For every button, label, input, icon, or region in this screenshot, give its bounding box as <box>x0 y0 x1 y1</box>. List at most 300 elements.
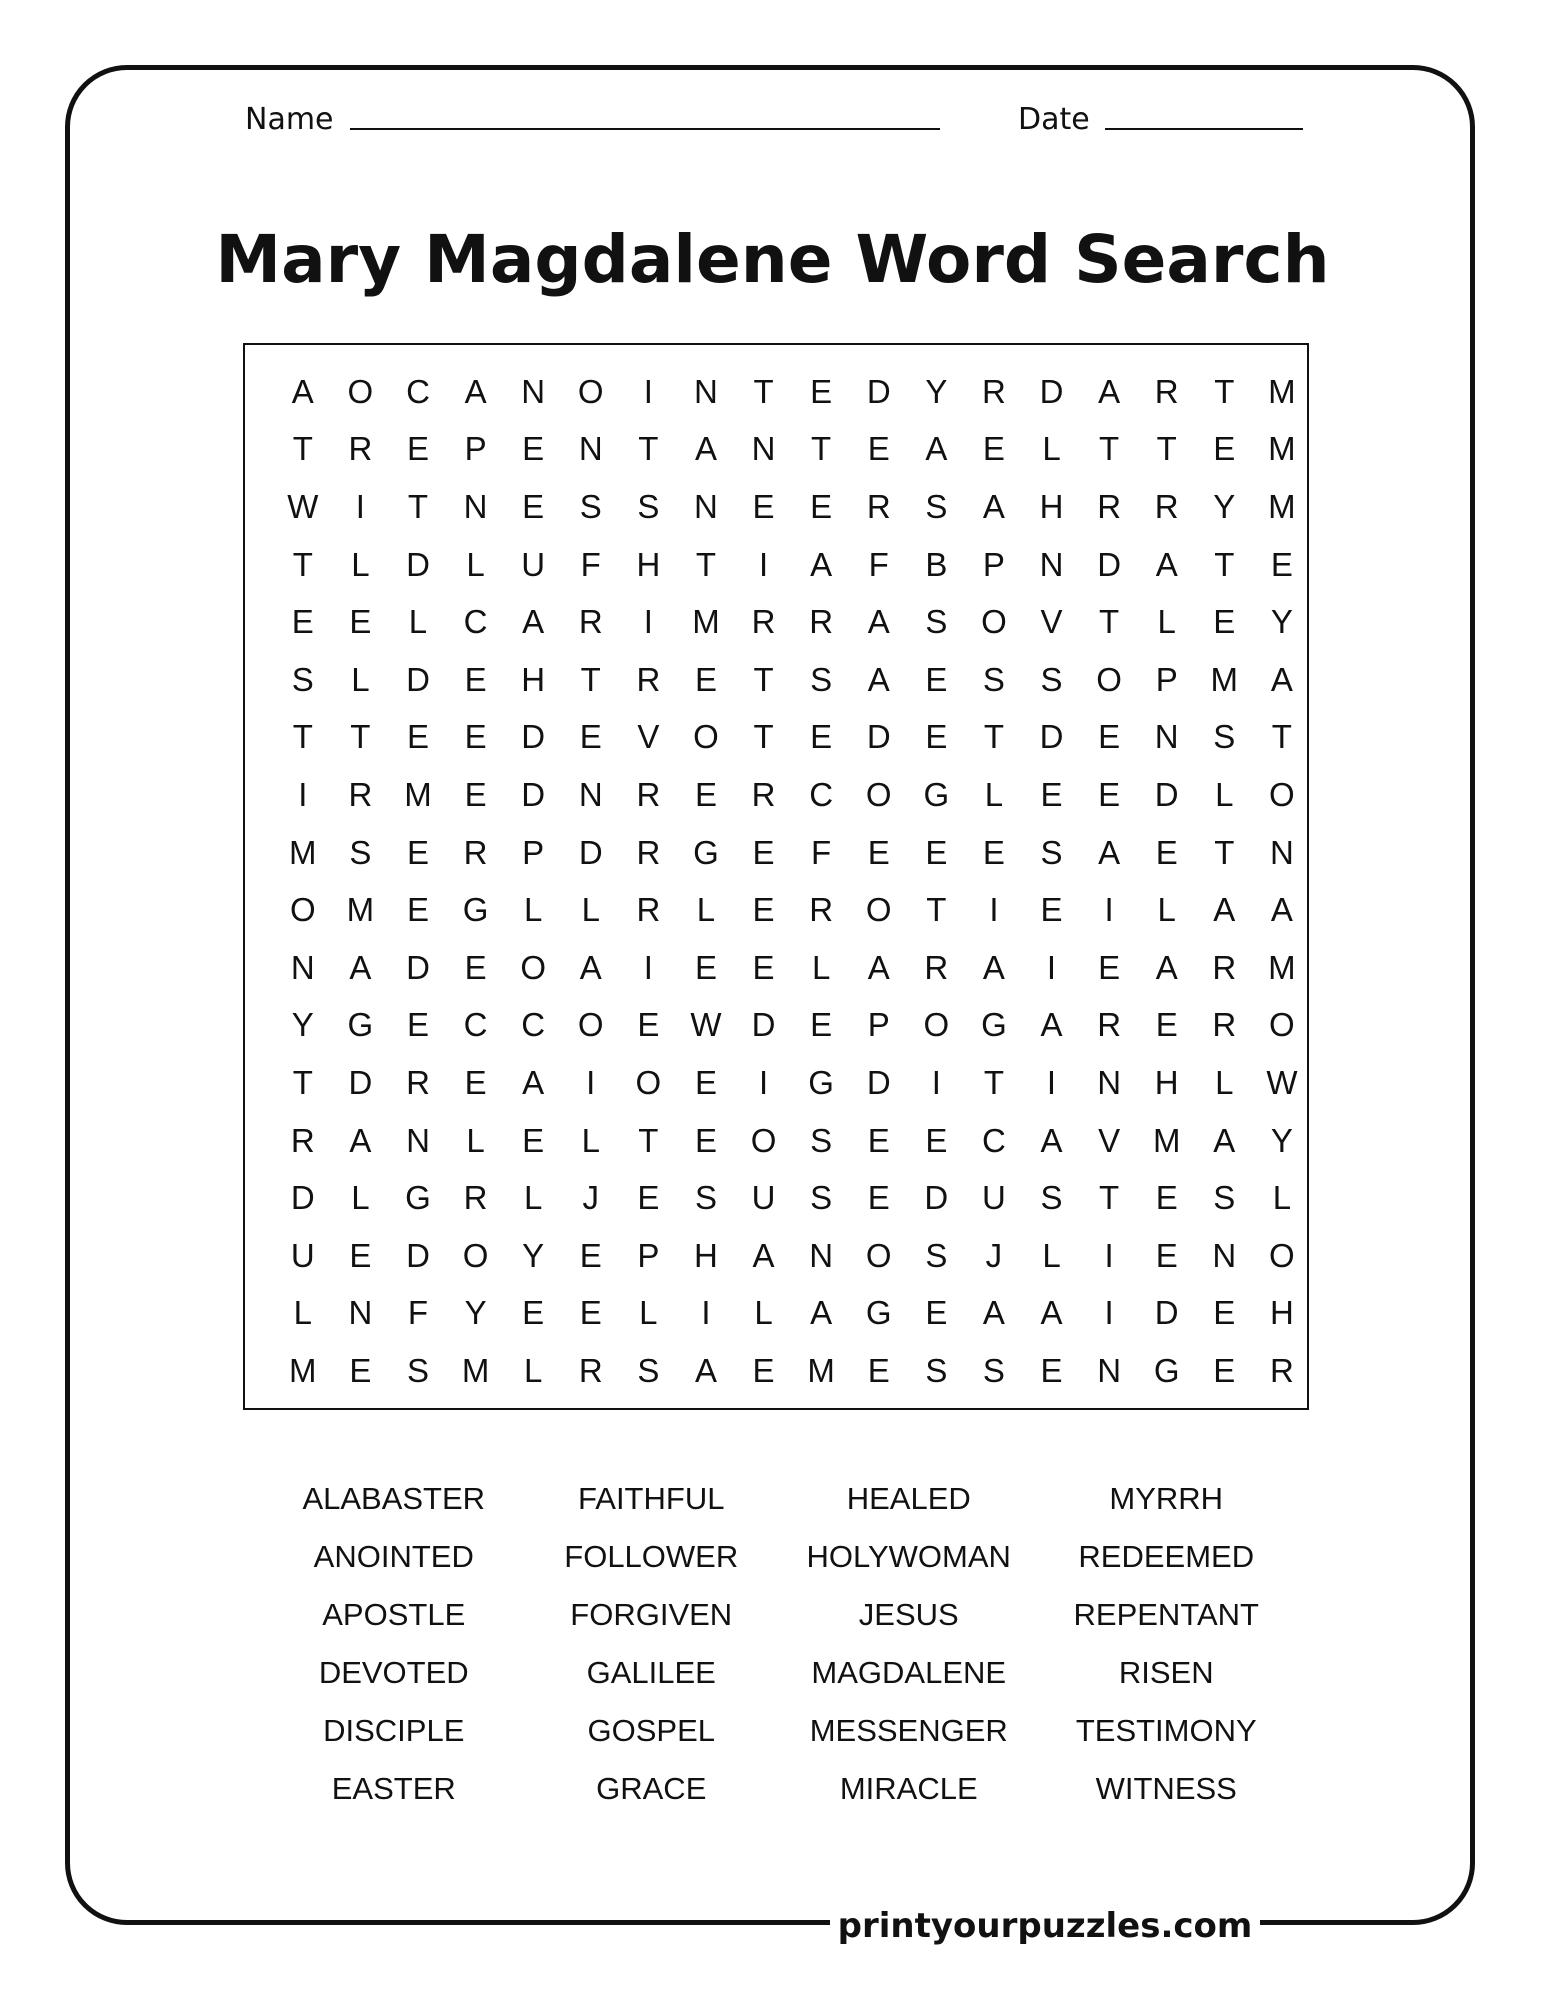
grid-letter: E <box>867 1179 890 1217</box>
grid-letter: E <box>1213 430 1236 468</box>
grid-letter: M <box>404 775 432 813</box>
grid-letter: L <box>1215 775 1234 813</box>
grid-letter: E <box>694 660 717 698</box>
name-label: Name <box>245 102 334 137</box>
grid-letter: A <box>867 948 890 986</box>
grid-letter: C <box>809 775 834 813</box>
grid-letter: E <box>1155 1006 1178 1044</box>
grid-letter: A <box>925 430 948 468</box>
grid-letter: W <box>690 1006 722 1044</box>
word-list-item: ANOINTED <box>313 1539 474 1574</box>
grid-letter: S <box>406 1351 429 1389</box>
grid-letter: T <box>350 718 371 756</box>
grid-letter: T <box>638 1121 659 1159</box>
grid-letter: S <box>637 1351 660 1389</box>
grid-letter: R <box>348 430 373 468</box>
grid-letter: D <box>751 1006 776 1044</box>
grid-letter: R <box>463 833 488 871</box>
grid-letter: J <box>582 1179 600 1217</box>
grid-letter: E <box>1213 603 1236 641</box>
grid-letter: H <box>1154 1063 1179 1101</box>
grid-letter: N <box>406 1121 430 1159</box>
grid-letter: E <box>925 660 948 698</box>
grid-letter: A <box>1155 545 1178 583</box>
word-list-item: DEVOTED <box>318 1655 469 1690</box>
grid-letter: V <box>1040 603 1063 641</box>
grid-letter: S <box>925 487 948 525</box>
word-list-item: EASTER <box>331 1771 456 1806</box>
grid-letter: T <box>407 487 429 525</box>
word-list-item: ALABASTER <box>302 1481 486 1516</box>
grid-letter: O <box>865 1236 892 1274</box>
grid-letter: I <box>355 487 365 525</box>
grid-letter: R <box>751 775 776 813</box>
grid-letter: T <box>1099 603 1120 641</box>
grid-letter: E <box>464 948 487 986</box>
grid-letter: I <box>931 1063 941 1101</box>
grid-letter: E <box>1155 1179 1178 1217</box>
grid-letter: E <box>406 718 429 756</box>
letter-grid-box <box>243 343 1309 1410</box>
grid-letter: M <box>346 891 375 929</box>
grid-letter: E <box>406 833 429 871</box>
grid-letter: A <box>291 372 314 410</box>
grid-letter: E <box>925 718 948 756</box>
grid-letter: H <box>694 1236 718 1274</box>
grid-letter: N <box>809 1236 834 1274</box>
grid-letter: S <box>925 1236 948 1274</box>
grid-letter: I <box>643 948 653 986</box>
grid-letter: I <box>1104 891 1114 929</box>
grid-letter: Y <box>522 1236 545 1274</box>
grid-letter: I <box>643 372 653 410</box>
grid-letter: S <box>1213 718 1236 756</box>
grid-letter: N <box>578 775 603 813</box>
footer-site: printyourpuzzles.com <box>830 1898 1260 1954</box>
grid-letter: R <box>1269 1351 1294 1389</box>
grid-letter: T <box>292 1063 313 1101</box>
grid-letter: L <box>1157 603 1176 641</box>
grid-letter: S <box>1213 1179 1236 1217</box>
grid-letter: A <box>1040 1006 1063 1044</box>
grid-letter: D <box>406 545 430 583</box>
grid-letter: M <box>1268 372 1296 410</box>
grid-letter: I <box>758 1063 769 1101</box>
grid-letter: R <box>636 891 661 929</box>
grid-letter: O <box>693 718 719 756</box>
grid-letter: E <box>810 372 833 410</box>
grid-letter: N <box>463 487 488 525</box>
grid-letter: L <box>351 660 370 698</box>
grid-letter: T <box>1271 718 1292 756</box>
grid-letter: E <box>291 603 314 641</box>
grid-letter: O <box>865 775 892 813</box>
grid-letter: L <box>1157 891 1176 929</box>
grid-letter: A <box>1213 1121 1236 1159</box>
grid-letter: R <box>866 487 891 525</box>
word-list-item: DISCIPLE <box>323 1713 465 1748</box>
grid-letter: Y <box>464 1294 487 1332</box>
grid-letter: E <box>637 1006 660 1044</box>
word-list-item: MAGDALENE <box>811 1655 1007 1690</box>
grid-letter: I <box>989 891 999 929</box>
word-list-item: HOLYWOMAN <box>806 1539 1011 1574</box>
grid-letter: T <box>695 545 717 583</box>
grid-letter: R <box>1097 487 1122 525</box>
grid-letter: L <box>293 1294 312 1332</box>
word-list-item: GALILEE <box>586 1655 716 1690</box>
grid-letter: A <box>1040 1121 1063 1159</box>
grid-letter: N <box>578 430 603 468</box>
grid-letter: E <box>1098 775 1121 813</box>
grid-letter: S <box>982 660 1005 698</box>
grid-letter: R <box>290 1121 315 1159</box>
grid-letter: G <box>865 1294 892 1332</box>
grid-letter: S <box>982 1351 1005 1389</box>
grid-letter: N <box>694 372 718 410</box>
grid-letter: D <box>866 372 891 410</box>
grid-letter: O <box>1269 1236 1295 1274</box>
grid-letter: S <box>637 487 660 525</box>
grid-letter: W <box>1266 1063 1298 1101</box>
grid-letter: A <box>1040 1294 1063 1332</box>
grid-letter: A <box>464 372 487 410</box>
grid-letter: O <box>577 1006 604 1044</box>
grid-letter: D <box>866 718 891 756</box>
word-list-item: MYRRH <box>1109 1481 1224 1516</box>
grid-letter: L <box>466 1121 485 1159</box>
grid-letter: O <box>462 1236 489 1274</box>
grid-letter: E <box>867 1351 890 1389</box>
grid-letter: T <box>811 430 832 468</box>
grid-letter: T <box>1214 833 1235 871</box>
grid-letter: R <box>636 775 661 813</box>
grid-letter: T <box>1099 430 1120 468</box>
grid-letter: T <box>983 718 1004 756</box>
grid-letter: D <box>348 1063 373 1101</box>
grid-letter: E <box>810 718 833 756</box>
word-list-item: WITNESS <box>1095 1771 1237 1806</box>
name-blank-line <box>350 128 940 130</box>
grid-letter: A <box>1155 948 1178 986</box>
grid-letter: R <box>1212 948 1237 986</box>
grid-letter: M <box>807 1351 835 1389</box>
grid-letter: S <box>1040 660 1063 698</box>
grid-letter: O <box>923 1006 950 1044</box>
grid-letter: N <box>290 948 315 986</box>
grid-letter: E <box>1213 1294 1236 1332</box>
grid-letter: M <box>289 833 317 871</box>
grid-letter: M <box>1210 660 1239 698</box>
grid-letter: L <box>523 1179 543 1217</box>
grid-letter: O <box>1269 1006 1295 1044</box>
grid-letter: I <box>701 1294 711 1332</box>
grid-letter: F <box>868 545 889 583</box>
grid-letter: E <box>579 718 602 756</box>
grid-letter: H <box>521 660 546 698</box>
grid-letter: L <box>984 775 1004 813</box>
word-list-item: MIRACLE <box>839 1771 978 1806</box>
grid-letter: R <box>578 1351 603 1389</box>
grid-letter: T <box>753 372 774 410</box>
grid-letter: E <box>1040 891 1063 929</box>
grid-letter: N <box>1097 1351 1122 1389</box>
grid-letter: P <box>522 833 545 871</box>
grid-letter: E <box>1098 718 1121 756</box>
grid-letter: R <box>636 660 661 698</box>
grid-letter: R <box>1212 1006 1237 1044</box>
grid-letter: E <box>694 1121 717 1159</box>
grid-letter: L <box>754 1294 773 1332</box>
grid-letter: R <box>924 948 949 986</box>
grid-letter: S <box>810 660 833 698</box>
grid-letter: R <box>982 372 1006 410</box>
grid-letter: D <box>1039 718 1064 756</box>
grid-letter: T <box>638 430 659 468</box>
grid-letter: A <box>867 660 890 698</box>
grid-letter: E <box>694 775 717 813</box>
grid-letter: E <box>867 430 890 468</box>
grid-letter: E <box>810 1006 833 1044</box>
word-list-item: MESSENGER <box>809 1713 1008 1748</box>
grid-letter: E <box>349 1351 372 1389</box>
grid-letter: A <box>982 487 1005 525</box>
grid-letter: R <box>1154 372 1179 410</box>
grid-letter: G <box>693 833 719 871</box>
grid-letter: A <box>810 545 833 583</box>
grid-letter: E <box>867 833 890 871</box>
word-list-item: REDEEMED <box>1078 1539 1255 1574</box>
grid-letter: L <box>1042 430 1061 468</box>
grid-letter: E <box>752 833 775 871</box>
grid-letter: E <box>579 1236 602 1274</box>
grid-letter: E <box>694 948 717 986</box>
grid-letter: I <box>1046 948 1057 986</box>
grid-letter: D <box>578 833 603 871</box>
word-list-item: APOSTLE <box>322 1597 466 1632</box>
grid-letter: P <box>637 1236 660 1274</box>
grid-letter: A <box>1213 891 1236 929</box>
grid-letter: O <box>289 891 316 929</box>
grid-letter: L <box>639 1294 658 1332</box>
grid-letter: S <box>579 487 602 525</box>
grid-letter: I <box>298 775 308 813</box>
word-list-item: GOSPEL <box>587 1713 715 1748</box>
letter-grid <box>274 363 1311 1400</box>
grid-letter: N <box>1212 1236 1237 1274</box>
grid-letter: A <box>752 1236 775 1274</box>
grid-letter: D <box>1039 372 1064 410</box>
grid-letter: A <box>982 1294 1005 1332</box>
grid-letter: N <box>1269 833 1294 871</box>
grid-letter: L <box>1215 1063 1234 1101</box>
grid-letter: P <box>982 545 1005 583</box>
grid-letter: E <box>1213 1351 1236 1389</box>
grid-letter: D <box>290 1179 315 1217</box>
grid-letter: A <box>982 948 1005 986</box>
grid-letter: H <box>1039 487 1064 525</box>
grid-letter: H <box>1269 1294 1294 1332</box>
grid-letter: Y <box>925 372 948 410</box>
grid-letter: L <box>523 891 543 929</box>
grid-letter: I <box>1104 1294 1114 1332</box>
grid-letter: E <box>464 775 487 813</box>
grid-letter: E <box>752 1351 775 1389</box>
word-list-item: REPENTANT <box>1073 1597 1259 1632</box>
grid-letter: O <box>750 1121 777 1159</box>
grid-letter: E <box>752 891 775 929</box>
grid-letter: M <box>289 1351 317 1389</box>
grid-letter: G <box>347 1006 374 1044</box>
grid-letter: Y <box>291 1006 314 1044</box>
grid-letter: M <box>461 1351 490 1389</box>
grid-letter: D <box>866 1063 891 1101</box>
grid-letter: A <box>349 1121 372 1159</box>
grid-letter: D <box>521 775 546 813</box>
grid-letter: T <box>1156 430 1177 468</box>
grid-letter: A <box>349 948 372 986</box>
grid-letter: E <box>1155 833 1178 871</box>
grid-letter: C <box>463 603 488 641</box>
grid-letter: G <box>405 1179 431 1217</box>
grid-letter: E <box>1040 1351 1063 1389</box>
grid-letter: E <box>522 430 545 468</box>
grid-letter: L <box>581 1121 600 1159</box>
grid-letter: E <box>1270 545 1293 583</box>
word-list-item: FOLLOWER <box>564 1539 739 1574</box>
grid-letter: E <box>464 1063 487 1101</box>
grid-letter: E <box>867 1121 890 1159</box>
grid-letter: A <box>1098 833 1121 871</box>
grid-letter: N <box>694 487 718 525</box>
grid-letter: T <box>1214 372 1235 410</box>
grid-letter: V <box>637 718 660 756</box>
grid-letter: P <box>1155 660 1178 698</box>
grid-letter: E <box>925 833 948 871</box>
grid-letter: R <box>348 775 373 813</box>
grid-letter: Y <box>1213 487 1236 525</box>
grid-letter: S <box>694 1179 717 1217</box>
grid-letter: A <box>694 1351 717 1389</box>
grid-letter: C <box>463 1006 488 1044</box>
grid-letter: L <box>351 1179 370 1217</box>
grid-letter: G <box>462 891 489 929</box>
grid-letter: J <box>985 1236 1003 1274</box>
grid-letter: R <box>751 603 776 641</box>
grid-letter: E <box>349 603 372 641</box>
grid-letter: F <box>811 833 832 871</box>
grid-letter: A <box>810 1294 833 1332</box>
grid-letter: M <box>1268 430 1296 468</box>
grid-letter: N <box>1154 718 1179 756</box>
grid-letter: O <box>1269 775 1295 813</box>
grid-letter: R <box>463 1179 488 1217</box>
grid-letter: E <box>752 948 775 986</box>
grid-letter: A <box>1270 660 1293 698</box>
grid-letter: V <box>1098 1121 1121 1159</box>
grid-letter: I <box>1104 1236 1114 1274</box>
grid-letter: S <box>925 1351 948 1389</box>
header-row <box>0 100 1545 140</box>
grid-letter: D <box>406 948 430 986</box>
grid-letter: R <box>636 833 661 871</box>
grid-letter: L <box>1042 1236 1061 1274</box>
grid-letter: G <box>1153 1351 1180 1389</box>
grid-letter: E <box>406 891 429 929</box>
grid-letter: N <box>348 1294 373 1332</box>
grid-letter: T <box>292 545 313 583</box>
grid-letter: S <box>925 603 948 641</box>
grid-letter: T <box>753 718 774 756</box>
grid-letter: T <box>1099 1179 1120 1217</box>
word-list-item: HEALED <box>846 1481 971 1516</box>
grid-letter: M <box>1268 487 1296 525</box>
grid-letter: P <box>464 430 487 468</box>
date-blank-line <box>1105 128 1303 130</box>
grid-letter: R <box>406 1063 430 1101</box>
grid-letter: D <box>521 718 546 756</box>
grid-letter: M <box>692 603 720 641</box>
grid-letter: Y <box>1270 603 1293 641</box>
grid-letter: E <box>406 1006 429 1044</box>
grid-letter: E <box>1155 1236 1178 1274</box>
grid-letter: A <box>522 603 545 641</box>
grid-letter: Y <box>1270 1121 1293 1159</box>
grid-letter: E <box>1040 775 1063 813</box>
grid-letter: A <box>579 948 602 986</box>
grid-letter: U <box>290 1236 315 1274</box>
grid-letter: L <box>408 603 428 641</box>
grid-letter: I <box>643 603 653 641</box>
grid-letter: U <box>521 545 546 583</box>
grid-letter: E <box>637 1179 660 1217</box>
grid-letter: E <box>464 660 487 698</box>
word-list <box>265 1470 1295 1818</box>
grid-letter: L <box>811 948 831 986</box>
grid-letter: E <box>982 833 1005 871</box>
grid-letter: B <box>925 545 948 583</box>
grid-letter: M <box>1268 948 1296 986</box>
grid-letter: O <box>577 372 604 410</box>
grid-letter: E <box>522 1121 545 1159</box>
word-list-item: RISEN <box>1118 1655 1214 1690</box>
grid-letter: T <box>1214 545 1235 583</box>
grid-letter: I <box>586 1063 596 1101</box>
grid-letter: S <box>810 1121 833 1159</box>
word-list-item: JESUS <box>858 1597 959 1632</box>
page-title: Mary Magdalene Word Search <box>215 221 1330 298</box>
grid-letter: D <box>1154 775 1179 813</box>
grid-letter: S <box>349 833 372 871</box>
grid-letter: L <box>466 545 485 583</box>
grid-letter: M <box>1152 1121 1181 1159</box>
grid-letter: E <box>522 1294 545 1332</box>
grid-letter: E <box>982 430 1005 468</box>
grid-letter: S <box>1040 1179 1063 1217</box>
grid-letter: A <box>522 1063 545 1101</box>
word-list-item: TESTIMONY <box>1075 1713 1257 1748</box>
word-list-item: GRACE <box>596 1771 707 1806</box>
grid-letter: T <box>753 660 774 698</box>
grid-letter: T <box>292 430 313 468</box>
grid-letter: T <box>926 891 947 929</box>
grid-letter: A <box>1270 891 1293 929</box>
grid-letter: D <box>1154 1294 1179 1332</box>
grid-letter: L <box>523 1351 543 1389</box>
grid-letter: T <box>580 660 601 698</box>
grid-letter: D <box>924 1179 949 1217</box>
grid-letter: U <box>751 1179 776 1217</box>
